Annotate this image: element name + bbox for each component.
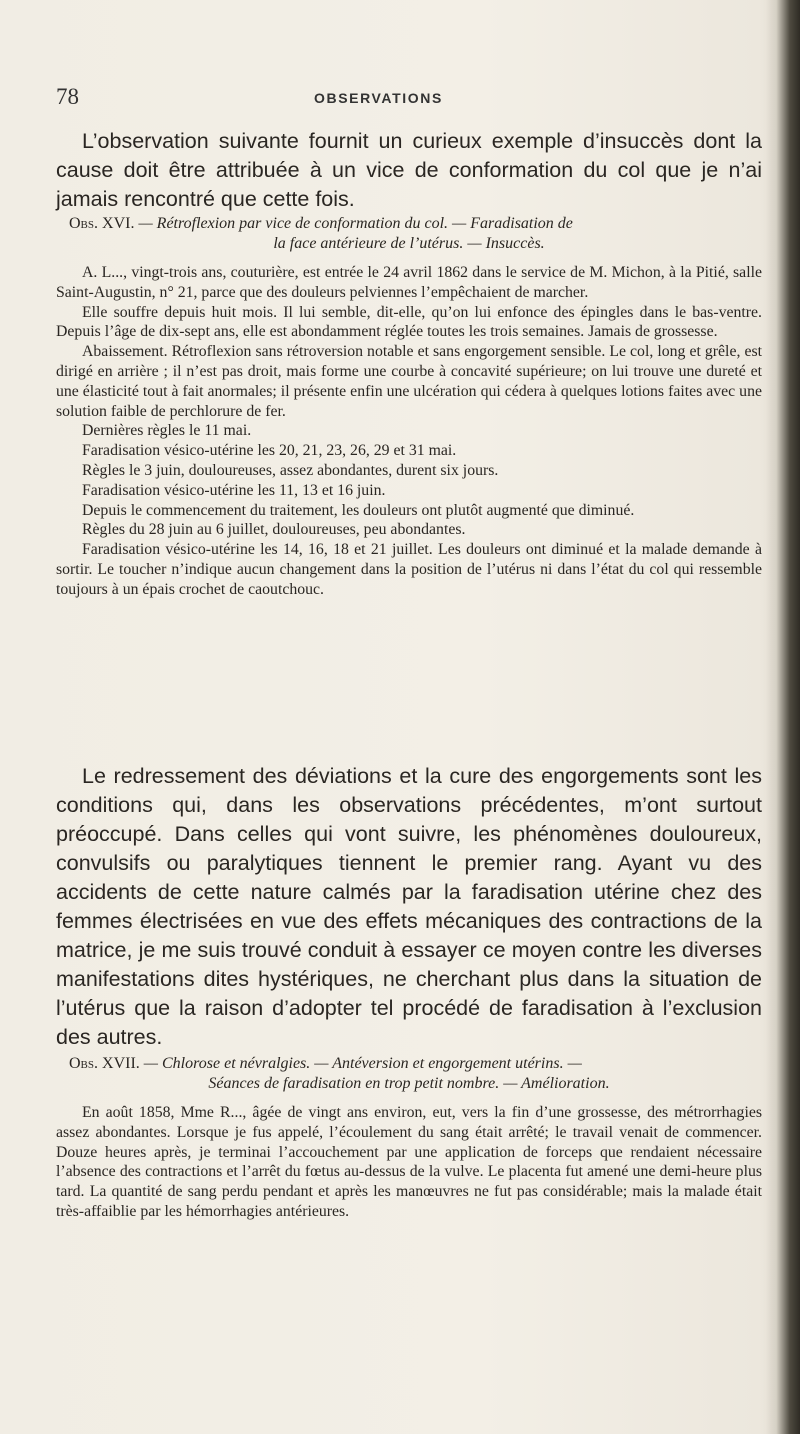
obs16-label: Obs. XVI. [69, 215, 135, 232]
main-paragraph: Le redressement des déviations et la cure des engorgements sont les conditions qui, dans les observations précédentes, m’ont surtout préoccupé. Dans celles qui vont suivre, les phénomènes douloureux, convulsifs ou paralytiques tiennent le premier rang. Ayant vu des accidents de cette nature calmés par la faradisation utérine chez des femmes électrisées en vue des effets mécaniques des contractions de la matrice, je me suis trouvé conduit à essayer ce moyen contre les diverses manifestations dites hystériques, ne cherchant plus dans la situation de l’utérus que la raison d’adopter tel procédé de faradisation à l’exclusion des autres. [56, 764, 762, 1049]
obs16-paragraph: Faradisation vésico-utérine les 11, 13 et 16 juin. [82, 481, 386, 499]
obs17-paragraph: En août 1858, Mme R..., âgée de vingt ans environ, eut, vers la fin d’une grossesse, des métrorrhagies assez abondantes. Lorsque je fus appelé, l’écoulement du sang était arrêté; le travail venait de commencer. Douze heures après, je terminai l’accouchement par une application de forceps que rendaient nécessaire l’absence des contractions et l’arrêt du fœtus au-dessus de la vulve. Le placenta fut amené une demi-heure plus tard. La quantité de sang perdu pendant et après les manœuvres ne fut pas considérable; mais la malade était très-affaiblie par les hémorrhagies antérieures. [56, 1104, 762, 1220]
obs16-paragraph: Règles du 28 juin au 6 juillet, douloureuses, peu abondantes. [82, 521, 466, 539]
page-number: 78 [56, 84, 79, 109]
obs16-heading [56, 214, 762, 254]
page-header [56, 84, 756, 114]
obs16-paragraph: A. L..., vingt-trois ans, couturière, est entrée le 24 avril 1862 dans le service de M. Michon, à la Pitié, salle Saint-Augustin, n° 21, parce que des douleurs pelviennes l’empêchaient de marcher. [56, 264, 762, 301]
obs16-paragraph: Elle souffre depuis huit mois. Il lui semble, dit-elle, qu’on lui enfonce des épingles dans le bas-ventre. Depuis l’âge de dix-sept ans, elle est abondamment réglée toutes les trois semaines. Jamais de grossesse. [56, 303, 762, 341]
main-paragraph-block [56, 762, 762, 1052]
obs17-heading [56, 1054, 762, 1094]
obs17-title-line1: — Chlorose et névralgies. — Antéversion et engorgement utérins. — [143, 1055, 582, 1072]
obs16-paragraph: Faradisation vésico-utérine les 14, 16, 18 et 21 juillet. Les douleurs ont diminué et la malade demande à sortir. Le toucher n’indique aucun changement dans la position de l’utérus ni dans l’état du col qui ressemble toujours à un épais crochet de caoutchouc. [56, 541, 762, 598]
intro-paragraph: L’observation suivante fournit un curieux exemple d’insuccès dont la cause doit être attribuée à un vice de conformation du col que je n’ai jamais rencontré que cette fois. [56, 129, 762, 211]
obs17-title-line2: Séances de faradisation en trop petit nombre. — Amélioration. [208, 1075, 610, 1092]
book-spine-shadow [766, 0, 800, 1434]
obs16-paragraph: Règles le 3 juin, douloureuses, assez abondantes, durent six jours. [82, 461, 499, 479]
obs16-paragraph: Abaissement. Rétroflexion sans rétroversion notable et sans engorgement sensible. Le col, long et grêle, est dirigé en arrière ; il n’est pas droit, mais forme une courbe à concavité supérieure; on lui trouve une dureté et une élasticité tout à fait anormales; il présente enfin une ulcération qui cédera à quelques lotions faites avec une solution faible de perchlorure de fer. [56, 343, 762, 420]
obs16-paragraph: Depuis le commencement du traitement, les douleurs ont plutôt augmenté que diminué. [82, 501, 635, 519]
obs16-body [56, 263, 762, 600]
obs16-paragraph: Dernières règles le 11 mai. [82, 422, 252, 440]
obs16-title-line2: la face antérieure de l’utérus. — Insuccès. [273, 235, 545, 252]
obs17-body [56, 1103, 762, 1222]
running-head: OBSERVATIONS [314, 90, 443, 106]
obs17-label: Obs. XVII. [69, 1055, 140, 1072]
intro-paragraph-block [56, 127, 762, 214]
obs16-paragraph: Faradisation vésico-utérine les 20, 21, 23, 26, 29 et 31 mai. [82, 442, 457, 460]
obs16-title-line1: — Rétroflexion par vice de conformation du col. — Faradisation de [138, 215, 573, 232]
